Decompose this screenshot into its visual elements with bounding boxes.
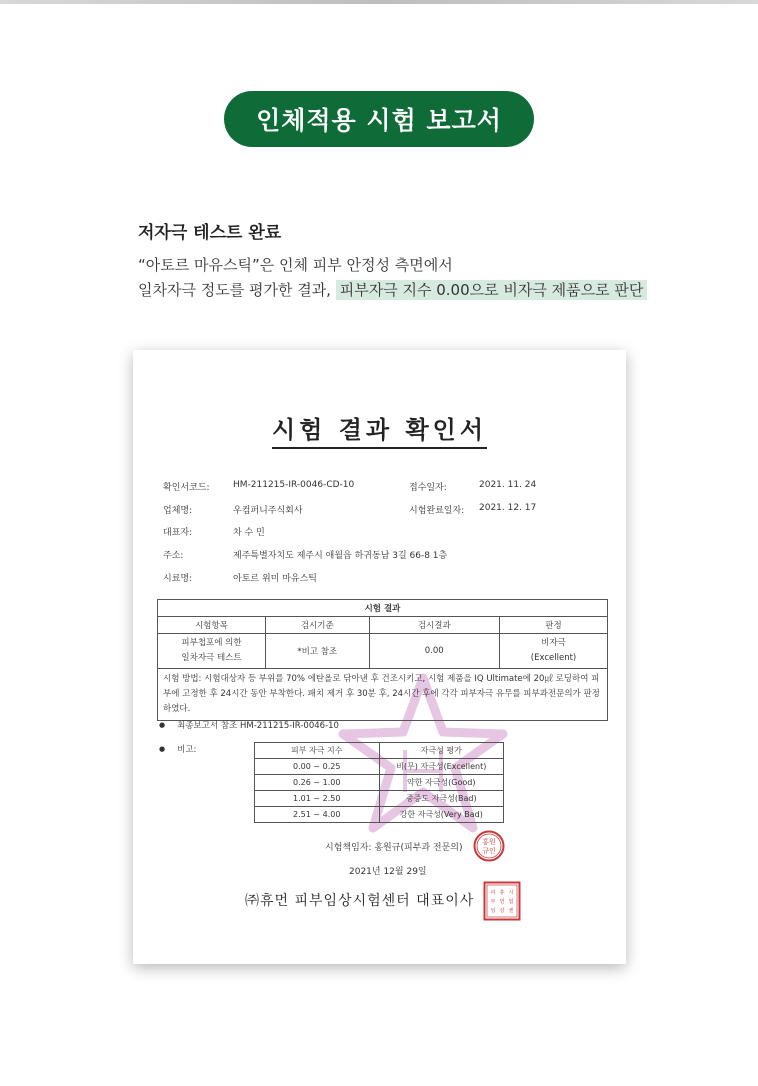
svg-text:규인: 규인 bbox=[482, 847, 496, 855]
table-row bbox=[255, 807, 504, 823]
ceo-label: 대표자: bbox=[163, 528, 193, 538]
certificate-title: 시험 결과 확인서 bbox=[133, 410, 626, 445]
completed-value: 2021. 12. 17 bbox=[479, 503, 537, 513]
square-seal-icon bbox=[483, 881, 521, 921]
result-verdict: 비자극 (Excellent) bbox=[500, 634, 608, 669]
top-divider bbox=[0, 0, 758, 4]
svg-text:먼: 먼 bbox=[499, 899, 505, 905]
intro-section bbox=[138, 218, 647, 303]
svg-text:홍원: 홍원 bbox=[482, 838, 496, 846]
company-value: 우컴퍼니주식회사 bbox=[233, 506, 303, 516]
intro-line1: “아토르 마유스틱”은 인체 피부 안정성 측면에서 bbox=[138, 256, 453, 274]
received-value: 2021. 11. 24 bbox=[479, 480, 537, 490]
svg-text:험: 험 bbox=[508, 899, 514, 905]
result-header-item: 시험항목 bbox=[158, 617, 266, 634]
test-method: 시험 방법: 시험대상자 등 부위를 70% 에탄올로 닦아낸 후 건조시키고, 시험 제품을 IQ Ultimate에 20㎕ 로딩하여 피부에 고정한 후 24시간 동안 부착한다. 패치 제거 후 30분 후, 24시간 후에 각각 피부자극 유무를 피부과전문의가 판정하였다. bbox=[158, 669, 608, 721]
code-value: HM-211215-IR-0046-CD-10 bbox=[233, 480, 355, 490]
table-row bbox=[255, 759, 504, 775]
responsible-person: 시험책임자: 홍원규(피부과 전문의) bbox=[325, 843, 463, 853]
svg-text:휴: 휴 bbox=[499, 890, 505, 896]
ref-eval: 중증도 자극성(Bad) bbox=[379, 791, 504, 807]
ref-range: 0.26 ~ 1.00 bbox=[255, 775, 380, 791]
svg-text:부: 부 bbox=[490, 899, 496, 905]
result-criteria: *비고 참조 bbox=[266, 634, 370, 669]
ref-range: 0.00 ~ 0.25 bbox=[255, 759, 380, 775]
table-row bbox=[255, 775, 504, 791]
address-label: 주소: bbox=[163, 551, 184, 561]
intro-line2: 일차자극 정도를 평가한 결과, bbox=[138, 281, 336, 299]
result-item: 피부첩포에 의한 일차자극 테스트 bbox=[158, 634, 266, 669]
result-header-result: 검시결과 bbox=[369, 617, 500, 634]
svg-text:시: 시 bbox=[508, 890, 514, 896]
result-table bbox=[157, 599, 608, 721]
svg-text:센: 센 bbox=[508, 908, 514, 914]
remarks-label: ● 비고: bbox=[159, 743, 196, 755]
reference-table bbox=[254, 742, 504, 823]
final-report-note: ● 최종보고서 참조 HM-211215-IR-0046-10 bbox=[159, 719, 339, 731]
issue-date: 2021년 12월 29일 bbox=[349, 867, 427, 877]
ref-eval: 약한 자극성(Good) bbox=[379, 775, 504, 791]
intro-text bbox=[138, 253, 647, 303]
ref-range: 2.51 ~ 4.00 bbox=[255, 807, 380, 823]
received-label: 접수일자: bbox=[409, 483, 447, 493]
ref-header-index: 피부 자극 지수 bbox=[255, 743, 380, 759]
sample-label: 시료명: bbox=[163, 574, 193, 584]
result-header-criteria: 검시기준 bbox=[266, 617, 370, 634]
round-seal-icon bbox=[473, 830, 505, 862]
intro-highlight: 피부자극 지수 0.00으로 비자극 제품으로 판단 bbox=[336, 280, 648, 300]
table-row bbox=[255, 791, 504, 807]
sample-value: 아토르 위미 마유스틱 bbox=[233, 574, 317, 584]
ceo-value: 차 수 민 bbox=[233, 528, 265, 538]
ref-header-eval: 자극성 평가 bbox=[379, 743, 504, 759]
result-table-title: 시험 결과 bbox=[158, 600, 608, 617]
ref-range: 1.01 ~ 2.50 bbox=[255, 791, 380, 807]
code-label: 확인서코드: bbox=[163, 483, 210, 493]
page-title: 인체적용 시험 보고서 bbox=[224, 91, 534, 147]
company-label: 업체명: bbox=[163, 506, 193, 516]
certificate-document bbox=[133, 350, 626, 964]
center-name: ㈜휴먼 피부임상시험센터 대표이사 bbox=[245, 893, 475, 909]
svg-text:임: 임 bbox=[490, 908, 496, 914]
result-value: 0.00 bbox=[369, 634, 500, 669]
completed-label: 시험완료일자: bbox=[409, 506, 465, 516]
ref-eval: 비(무) 자극성(Excellent) bbox=[379, 759, 504, 775]
intro-heading: 저자극 테스트 완료 bbox=[138, 223, 282, 243]
result-header-verdict: 판정 bbox=[500, 617, 608, 634]
svg-text:상: 상 bbox=[499, 908, 505, 914]
svg-text:피: 피 bbox=[490, 890, 496, 896]
address-value: 제주특별자치도 제주시 애월읍 하귀동남 3길 66-8 1층 bbox=[233, 551, 448, 561]
ref-eval: 강한 자극성(Very Bad) bbox=[379, 807, 504, 823]
